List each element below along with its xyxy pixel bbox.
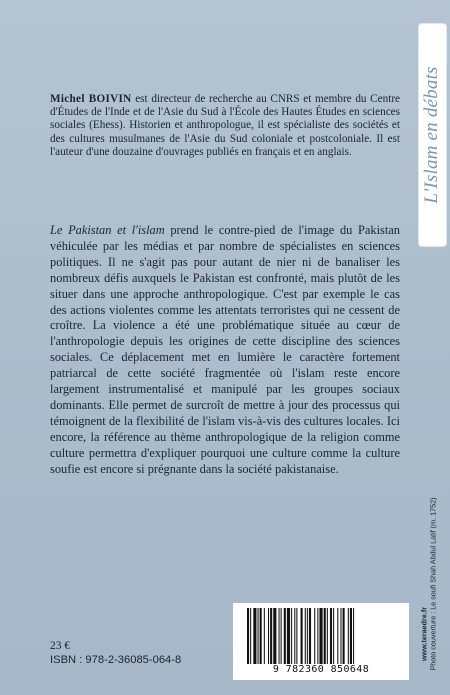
series-title: L'Islam en débats [421,66,442,204]
barcode-bar [353,608,354,664]
barcode-bar [350,608,352,664]
barcode-bar [314,608,315,664]
barcode-bar [270,608,272,664]
isbn: ISBN : 978-2-36085-064-8 [50,654,182,666]
barcode-bar [264,608,265,664]
barcode-digits: 9 782360 850648 [272,664,370,675]
barcode-bar [287,608,290,664]
barcode-bar [324,608,326,664]
barcode-bar [319,608,322,664]
barcode-bar [279,608,280,664]
barcode-bar [296,608,297,664]
barcode-bar [305,608,306,664]
barcode-bar [268,608,269,664]
barcode-bar [337,608,338,664]
barcode-bar [307,608,308,664]
barcode-bar [253,608,256,664]
publisher-website[interactable]: www.teraedre.fr [419,606,429,662]
barcode-bar [250,608,251,664]
author-name: Michel BOIVIN [50,93,132,105]
barcode-bar [327,608,328,664]
barcode-bar [281,608,282,664]
barcode-bar [284,608,286,664]
barcode-bar [260,608,262,664]
author-bio-text: est directeur de recherche au CNRS et membre du Centre d'Études de l'Inde et de l'Asie du Sud à l'École des Hautes Études en sciences sociales (Ehess). Historien et anthropologue, il est spécialiste des sociétés et des cultures musulmanes de l'Asie du Sud coloniale et postcoloniale. Il est l'auteur d'une douzaine d'ouvrages publiés en français et en anglais. [50,93,401,158]
book-summary-text: prend le contre-pied de l'image du Pakistan véhiculée par les médias et par nombre de spécialistes en sciences politiques. Il ne s'agit pas pour autant de nier ni de banaliser les nombreux défis auxquels le Pakistan est confronté, mais plutôt de les situer dans une approche anthropologique. C'est par exemple le cas des actions violentes comme les attentats terroristes qui ne cessent de croître. La violence a été une problématique située au cœur de l'anthropologie depuis les origines de cette discipline des sciences sociales. Ce déplacement met en lumière le caractère fortement patriarcal de cette société fragmentée où l'islam reste encore largement instrumentalisé et manipulé par les groupes sociaux dominants. Elle permet de surcroît de mettre à jour des processus qui témoignent de la flexibilité de l'islam vis-à-vis des cultures locales. Ici encore, la référence au thème anthropologique de la religion comme culture permettra d'expliquer pourquoi une culture comme la culture soufie est encore si prégnante dans la société pakistanaise. [50,223,400,476]
photo-credit: Photo couverture : Le soufi Shah Abdul Latif (m. 1752) [428,497,438,671]
barcode-bar [348,608,349,664]
barcode-bar [294,608,295,664]
barcode-bar [309,608,311,664]
barcode-bar [301,608,303,664]
book-summary [50,223,400,478]
barcode-bar [247,608,249,664]
barcode-bar [330,608,332,664]
price: 23 € [50,640,71,652]
book-title: Le Pakistan et l'islam [50,223,165,237]
barcode-bar [340,608,341,664]
author-bio [50,93,400,159]
barcode-bar [333,608,334,664]
barcode-bar [343,608,345,664]
barcode-bar [273,608,276,664]
series-label-box [419,24,446,246]
barcode-bar [317,608,318,664]
barcode-bar [291,608,292,664]
barcode-bar [258,608,259,664]
barcode [233,603,409,680]
barcode-bars [245,608,397,664]
